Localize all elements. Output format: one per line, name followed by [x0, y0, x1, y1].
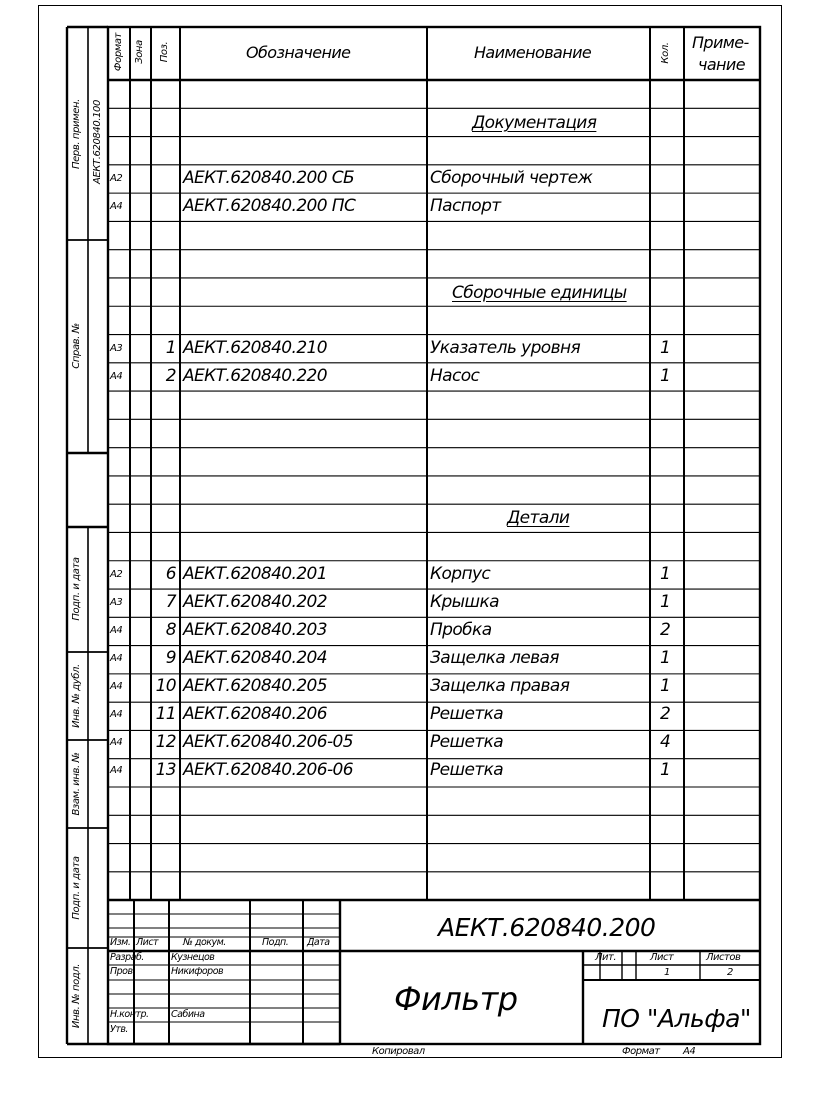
col-izm: Изм. — [110, 937, 131, 948]
sheet-label: Лист — [650, 952, 674, 963]
header-format: Формат — [113, 32, 124, 72]
row-position: 13 — [155, 760, 176, 780]
row-quantity: 1 — [660, 592, 671, 612]
row-designation: АЕКТ.620840.206 — [183, 704, 327, 724]
row-position: 6 — [165, 564, 176, 584]
header-qty: Кол. — [660, 42, 671, 64]
row-designation: АЕКТ.620840.203 — [183, 620, 327, 640]
row-format: А3 — [110, 597, 123, 608]
side-sprav: Справ. № — [71, 323, 82, 369]
row-position: 9 — [165, 648, 176, 668]
row-position: 2 — [165, 366, 176, 386]
row-designation: АЕКТ.620840.201 — [183, 564, 327, 584]
header-zone: Зона — [134, 40, 145, 64]
row-name: Корпус — [430, 564, 491, 584]
role-nkontr: Н.контр. — [110, 1009, 149, 1020]
side-inv-dubl: Инв. № дубл. — [71, 664, 82, 728]
side-perv-primen: Перв. примен. — [71, 99, 82, 169]
row-format: А2 — [110, 569, 123, 580]
row-designation: АЕКТ.620840.220 — [183, 366, 327, 386]
col-data: Дата — [307, 937, 330, 948]
row-position: 10 — [155, 676, 176, 696]
row-name: Крышка — [430, 592, 499, 612]
row-format: А4 — [110, 201, 123, 212]
row-designation: АЕКТ.620840.206-05 — [183, 732, 353, 752]
role-utv: Утв. — [110, 1024, 128, 1035]
row-name: Решетка — [430, 704, 504, 724]
row-quantity: 1 — [660, 338, 671, 358]
header-name: Наименование — [474, 43, 592, 62]
sheets-value: 2 — [727, 967, 733, 978]
row-quantity: 1 — [660, 564, 671, 584]
side-vzam-inv: Взам. инв. № — [71, 752, 82, 816]
row-designation: АЕКТ.620840.206-06 — [183, 760, 353, 780]
row-designation: АЕКТ.620840.210 — [183, 338, 327, 358]
name-nkontr: Сабина — [171, 1009, 205, 1020]
row-name: Указатель уровня — [430, 338, 581, 358]
row-format: А4 — [110, 765, 123, 776]
row-name: Защелка правая — [430, 676, 570, 696]
row-position: 1 — [165, 338, 176, 358]
row-position: 11 — [155, 704, 176, 724]
row-position: 8 — [165, 620, 176, 640]
name-prov: Никифоров — [171, 966, 224, 977]
name-razrab: Кузнецов — [171, 952, 215, 963]
footer-format-value: А4 — [683, 1046, 696, 1057]
row-format: А2 — [110, 173, 123, 184]
row-name: Решетка — [430, 732, 504, 752]
row-designation: АЕКТ.620840.202 — [183, 592, 327, 612]
row-designation: АЕКТ.620840.200 СБ — [183, 168, 355, 188]
row-format: А4 — [110, 709, 123, 720]
row-format: А4 — [110, 371, 123, 382]
lit-label: Лит. — [595, 952, 617, 963]
row-quantity: 1 — [660, 366, 671, 386]
row-name: Паспорт — [430, 196, 501, 216]
row-position: 7 — [165, 592, 176, 612]
row-name: Насос — [430, 366, 480, 386]
row-name: Решетка — [430, 760, 504, 780]
sheet-value: 1 — [664, 967, 670, 978]
side-inv-podl: Инв. № подл. — [71, 963, 82, 1029]
row-quantity: 1 — [660, 648, 671, 668]
title-block-title: Фильтр — [394, 980, 518, 1018]
row-quantity: 2 — [660, 704, 671, 724]
row-format: А3 — [110, 343, 123, 354]
header-note-1: Приме- — [692, 33, 749, 52]
row-name: Сборочный чертеж — [430, 168, 593, 188]
side-podp-data-2: Подп. и дата — [71, 856, 82, 920]
row-quantity: 2 — [660, 620, 671, 640]
col-list: Лист — [136, 937, 159, 948]
side-podp-data-1: Подп. и дата — [71, 557, 82, 621]
row-quantity: 1 — [660, 676, 671, 696]
sheets-label: Листов — [706, 952, 741, 963]
row-designation: АЕКТ.620840.200 ПС — [183, 196, 356, 216]
role-razrab: Разраб. — [110, 952, 144, 963]
row-quantity: 1 — [660, 760, 671, 780]
section-assembly-units: Сборочные единицы — [452, 283, 627, 303]
row-designation: АЕКТ.620840.205 — [183, 676, 327, 696]
row-format: А4 — [110, 653, 123, 664]
row-name: Защелка левая — [430, 648, 559, 668]
section-documentation: Документация — [472, 113, 597, 133]
row-format: А4 — [110, 625, 123, 636]
role-prov: Пров. — [110, 966, 136, 977]
side-perv-value: АЕКТ.620840.100 — [92, 100, 103, 184]
title-block-designation: АЕКТ.620840.200 — [438, 913, 656, 942]
section-details: Детали — [507, 508, 570, 528]
header-pos: Поз. — [159, 41, 170, 63]
row-format: А4 — [110, 737, 123, 748]
title-block-org: ПО "Альфа" — [602, 1004, 751, 1033]
row-name: Пробка — [430, 620, 492, 640]
row-quantity: 4 — [660, 732, 671, 752]
header-designation: Обозначение — [246, 43, 351, 62]
footer-copied: Копировал — [372, 1046, 425, 1057]
footer-format-label: Формат — [622, 1046, 660, 1057]
row-position: 12 — [155, 732, 176, 752]
row-format: А4 — [110, 681, 123, 692]
col-ndoc: № докум. — [183, 937, 226, 948]
row-designation: АЕКТ.620840.204 — [183, 648, 327, 668]
header-note-2: чание — [698, 55, 745, 74]
col-podp: Подп. — [262, 937, 289, 948]
